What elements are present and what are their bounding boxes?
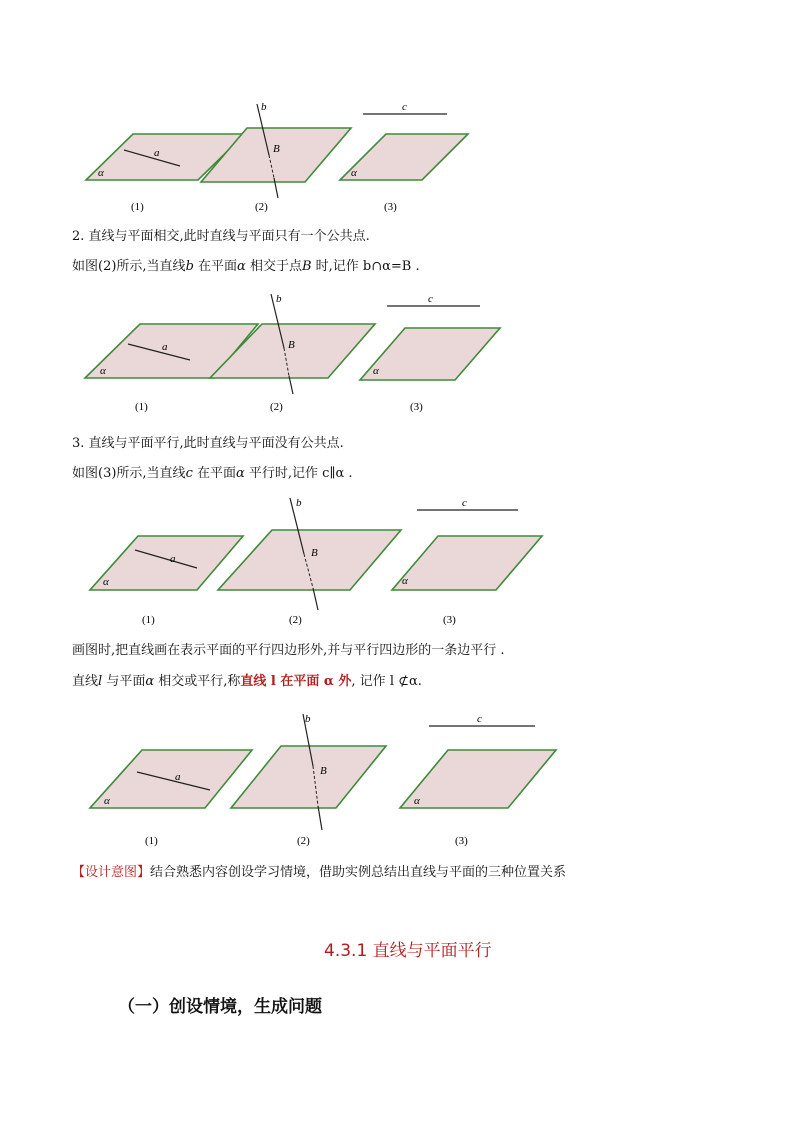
label-B: B (288, 339, 295, 351)
label-a: a (162, 341, 168, 353)
line-b-lower (313, 588, 318, 610)
plane-1 (90, 536, 243, 590)
line-b-lower (318, 806, 322, 830)
para2-title: 2. 直线与平面相交,此时直线与平面只有一个公共点. (72, 229, 370, 244)
label-c: c (428, 293, 433, 305)
label-a: a (170, 553, 176, 565)
plane-3 (360, 328, 500, 380)
section-title: 4.3.1 直线与平面平行 (324, 941, 492, 961)
plane-2 (231, 746, 386, 808)
para3-title: 3. 直线与平面平行,此时直线与平面没有公共点. (72, 436, 344, 451)
caption-3: (3) (410, 401, 423, 413)
figure-row-4 (0, 706, 794, 851)
label-B: B (311, 547, 318, 559)
label-alpha: α (373, 365, 379, 377)
plane-2 (218, 530, 401, 590)
caption-3: (3) (384, 201, 397, 213)
label-alpha: α (98, 167, 104, 179)
label-alpha: α (100, 365, 106, 377)
plane-3 (400, 750, 556, 808)
label-alpha: α (104, 795, 110, 807)
label-alpha: α (351, 167, 357, 179)
caption-1: (1) (131, 201, 144, 213)
label-c: c (402, 101, 407, 113)
caption-2: (2) (270, 401, 283, 413)
label-B: B (273, 143, 280, 155)
label-b: b (261, 101, 267, 113)
label-c: c (477, 713, 482, 725)
label-a: a (154, 147, 160, 159)
label-b: b (305, 713, 311, 725)
design-intent: 【设计意图】结合熟悉内容创设学习情境，借助实例总结出直线与平面的三种位置关系 (72, 865, 567, 880)
plane-3 (340, 134, 468, 180)
figure-row-3 (0, 492, 794, 632)
label-alpha: α (414, 795, 420, 807)
label-alpha: α (402, 575, 408, 587)
para3-desc: 如图(3)所示,当直线c 在平面α 平行时,记作 c∥α . (72, 466, 353, 481)
figure-row-1 (0, 96, 794, 218)
para2-desc: 如图(2)所示,当直线b 在平面α 相交于点B 时,记作 b∩α=B . (72, 259, 420, 274)
caption-2: (2) (255, 201, 268, 213)
label-c: c (462, 497, 467, 509)
caption-2: (2) (289, 614, 302, 626)
caption-2: (2) (297, 835, 310, 847)
label-B: B (320, 765, 327, 777)
plane-3 (392, 536, 542, 590)
sub-title: （一）创设情境，生成问题 (118, 997, 322, 1017)
outside-definition: 直线l 与平面α 相交或平行,称直线 l 在平面 α 外, 记作 l ⊄α. (72, 674, 422, 689)
plane-1 (90, 750, 252, 808)
label-alpha: α (103, 576, 109, 588)
label-a: a (175, 771, 181, 783)
term-outside-plane: 直线 l 在平面 α 外 (240, 674, 352, 689)
design-intent-tag: 【设计意图】 (72, 865, 151, 880)
caption-1: (1) (142, 614, 155, 626)
figure-row-2 (0, 290, 794, 420)
caption-3: (3) (455, 835, 468, 847)
caption-1: (1) (145, 835, 158, 847)
caption-1: (1) (135, 401, 148, 413)
label-b: b (276, 293, 282, 305)
label-b: b (296, 497, 302, 509)
caption-3: (3) (443, 614, 456, 626)
drawing-note: 画图时,把直线画在表示平面的平行四边形外,并与平行四边形的一条边平行 . (72, 643, 505, 658)
